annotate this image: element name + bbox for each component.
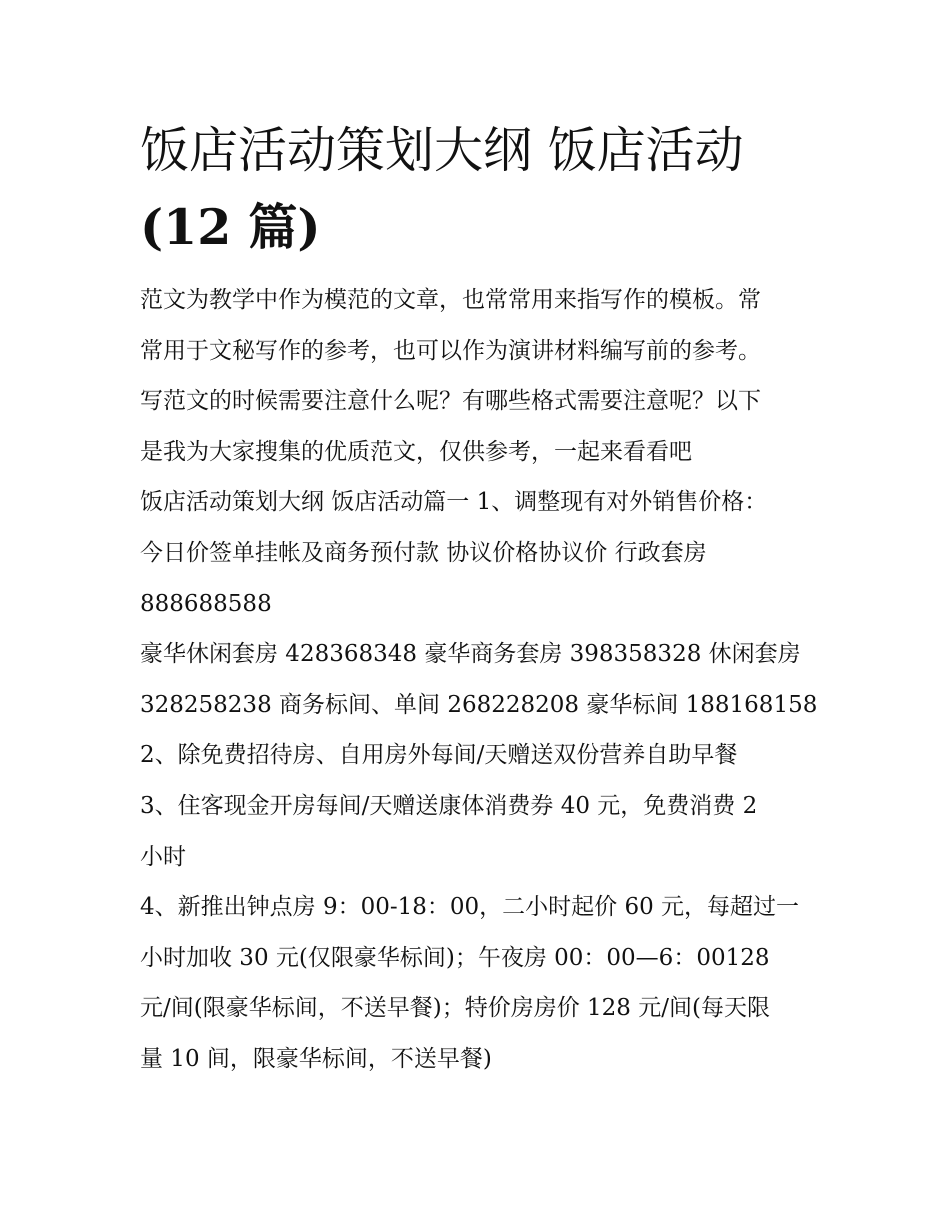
- text-line: 元/间(限豪华标间，不送早餐)；特价房房价 128 元/间(每天限: [140, 995, 770, 1022]
- text-line: 3、住客现金开房每间/天赠送康体消费券 40 元，免费消费 2: [140, 792, 758, 819]
- text-line: 饭店活动策划大纲 饭店活动篇一 1、调整现有对外销售价格：: [140, 489, 768, 516]
- text-line: 今日价签单挂帐及商务预付款 协议价格协议价 行政套房: [140, 539, 707, 566]
- text-line: 是我为大家搜集的优质范文，仅供参考，一起来看看吧: [140, 438, 692, 465]
- text-line: 写范文的时候需要注意什么呢？有哪些格式需要注意呢？以下: [140, 388, 761, 415]
- text-line: 小时加收 30 元(仅限豪华标间)；午夜房 00：00—6：00128: [140, 944, 770, 971]
- text-line: 888688588: [140, 590, 272, 617]
- text-line: 小时: [140, 843, 186, 870]
- document-title: [140, 112, 830, 266]
- title-line-2: (12 篇): [140, 198, 321, 256]
- text-line: 量 10 间，限豪华标间，不送早餐): [140, 1045, 492, 1072]
- text-line: 豪华休闲套房 428368348 豪华商务套房 398358328 休闲套房: [140, 641, 801, 668]
- title-line-1: 饭店活动策划大纲 饭店活动: [140, 122, 744, 179]
- text-line: 常用于文秘写作的参考，也可以作为演讲材料编写前的参考。: [140, 337, 761, 364]
- body-text: [140, 278, 820, 1088]
- text-line: 范文为教学中作为模范的文章，也常常用来指写作的模板。常: [140, 287, 761, 313]
- text-line: 2、除免费招待房、自用房外每间/天赠送双份营养自助早餐: [140, 742, 738, 769]
- text-line: 328258238 商务标间、单间 268228208 豪华标间 188168158: [140, 691, 818, 718]
- text-line: 4、新推出钟点房 9：00-18：00，二小时起价 60 元，每超过一: [140, 894, 800, 921]
